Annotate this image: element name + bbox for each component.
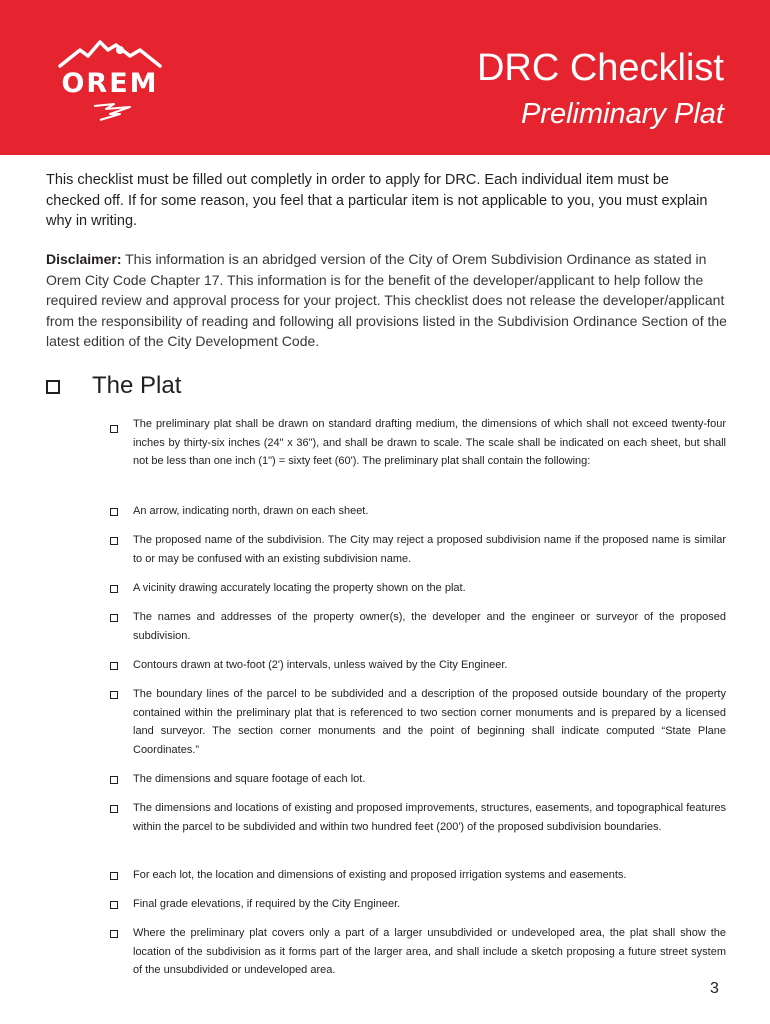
item-checkbox[interactable] [110, 805, 118, 813]
checklist-item: The names and addresses of the property owner(s), the developer and the engineer or surveyor of the proposed subdivision. [133, 611, 726, 642]
disclaimer-label: Disclaimer: [46, 251, 122, 267]
checklist-item: The boundary lines of the parcel to be subdivided and a description of the proposed outside boundary of the property contained within the preliminary plat that is referenced to two section corner monuments and is prepared by a licensed land surveyor. The section corner monuments and the point of beginning shall indicate computed “State Plane Coordinates.” [133, 688, 726, 756]
checklist-item: Where the preliminary plat covers only a part of a larger unsubdivided or undeveloped area, the plat shall show the location of the subdivision as it forms part of the larger area, and shall include a sketch proposing a future street system of the unsubdivided or undeveloped area. [133, 927, 726, 977]
section-title: The Plat [92, 372, 182, 399]
page-number: 3 [710, 980, 719, 997]
item-checkbox[interactable] [110, 508, 118, 516]
item-checkbox[interactable] [110, 691, 118, 699]
checklist-item: The proposed name of the subdivision. The City may reject a proposed subdivision name if the proposed name is similar to or may be confused with an existing subdivision name. [133, 534, 726, 565]
checklist-item: Final grade elevations, if required by the City Engineer. [133, 898, 401, 910]
item-checkbox[interactable] [110, 425, 118, 433]
item-checkbox[interactable] [110, 872, 118, 880]
checklist-item: The preliminary plat shall be drawn on standard drafting medium, the dimensions of which shall not exceed twenty-four inches by thirty-six inches (24" x 36"), and shall be drawn to scale. The scale shall be indicated on each sheet, but shall not be less than one inch (1") = sixty feet (60'). The preliminary plat shall contain the following: [133, 418, 726, 468]
item-checkbox[interactable] [110, 585, 118, 593]
item-checkbox[interactable] [110, 662, 118, 670]
disclaimer-text: This information is an abridged version of the City of Orem Subdivision Ordinance as stated in Orem City Code Chapter 17. This information is for the benefit of the developer/applicant to help follow the required review and approval process for your project. This checklist does not release the developer/applicant from the responsibility of reading and following all provisions listed in the Subdivision Ordinance Section of the latest edition of the City Development Code. [46, 251, 727, 349]
page-title: DRC Checklist [476, 47, 724, 89]
item-checkbox[interactable] [110, 776, 118, 784]
intro-paragraph: This checklist must be filled out completly in order to apply for DRC. Each individual item must be checked off. If for some reason, you feel that a particular item is not applicable to you, you must explain why in writing. [46, 172, 708, 229]
item-checkbox[interactable] [110, 537, 118, 545]
page-subtitle: Preliminary Plat [520, 98, 724, 130]
item-checkbox[interactable] [110, 930, 118, 938]
checklist-item: A vicinity drawing accurately locating the property shown on the plat. [133, 582, 466, 594]
checklist-item: The dimensions and square footage of each lot. [133, 773, 366, 785]
logo-wordmark: OREM [61, 68, 159, 99]
item-checkbox[interactable] [110, 614, 118, 622]
item-checkbox[interactable] [110, 901, 118, 909]
checklist-item: The dimensions and locations of existing and proposed improvements, structures, easements, and topographical features within the parcel to be subdivided and within two hundred feet (200') of the proposed subdivision boundaries. [133, 802, 726, 833]
checklist-item: Contours drawn at two-foot (2') intervals, unless waived by the City Engineer. [133, 659, 508, 671]
checklist-item: For each lot, the location and dimensions of existing and proposed irrigation systems and easements. [133, 869, 627, 881]
checklist-item: An arrow, indicating north, drawn on each sheet. [133, 505, 369, 517]
